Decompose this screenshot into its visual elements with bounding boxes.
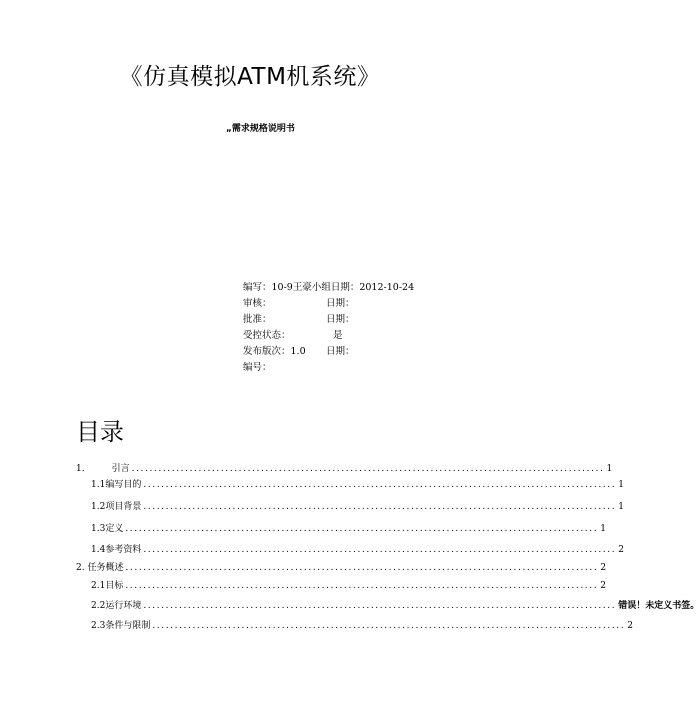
toc-leader: .......................................................................................................... xyxy=(152,621,626,631)
controlled-value: 是 xyxy=(333,330,343,341)
toc-leader: .......................................................................................................... xyxy=(125,563,599,573)
toc-entry[interactable] xyxy=(91,598,699,612)
toc-leader: .......................................................................................................... xyxy=(143,545,617,555)
review-label: 审核： xyxy=(243,298,272,309)
toc-entry-page: 2 xyxy=(600,563,607,573)
toc-entry-page: 2 xyxy=(627,621,633,631)
review-date-label: 日期： xyxy=(326,298,355,309)
number-label: 编号： xyxy=(243,362,272,373)
toc-entry-error: 错误！未定义书签。 xyxy=(618,601,699,611)
author-line: 编写：10-9王豪小组日期：2012-10-24 xyxy=(243,282,415,293)
toc-entry-label: 2.3条件与限制 xyxy=(91,621,151,631)
toc-entry-label: 引言 xyxy=(111,464,130,474)
toc-entry[interactable] xyxy=(91,618,633,632)
toc-title: 目录 xyxy=(76,418,124,446)
toc-leader: .......................................................................................................... xyxy=(143,601,617,611)
toc-entry[interactable] xyxy=(91,542,624,556)
toc-leader: .......................................................................................................... xyxy=(125,524,599,534)
toc-entry[interactable] xyxy=(76,461,613,475)
toc-entry-label: 2.1目标 xyxy=(91,581,124,591)
approve-label: 批准： xyxy=(243,314,272,325)
document-title: 《仿真模拟ATM机系统》 xyxy=(119,64,381,90)
toc-entry-page: 2 xyxy=(600,581,606,591)
toc-entry-label: 1.4参考资料 xyxy=(91,545,142,555)
toc-leader: .......................................................................................................... xyxy=(131,464,605,474)
toc-leader: .......................................................................................................... xyxy=(143,480,617,490)
toc-entry-page: 1 xyxy=(618,502,624,512)
toc-entry-page: 2 xyxy=(618,545,624,555)
toc-entry-page: 1 xyxy=(606,464,613,474)
document-subtitle: „需求规格说明书 xyxy=(226,124,295,134)
toc-entry-label: 2.2运行环境 xyxy=(91,601,142,611)
approve-date-label: 日期： xyxy=(326,314,355,325)
toc-entry[interactable] xyxy=(91,477,624,491)
toc-entry-label: 1.1编写目的 xyxy=(91,480,142,490)
toc-entry[interactable] xyxy=(76,560,607,574)
toc-entry[interactable] xyxy=(91,578,606,592)
toc-entry-number: 1. xyxy=(76,464,85,474)
toc-entry-page: 1 xyxy=(600,524,606,534)
toc-entry[interactable] xyxy=(91,499,624,513)
version-date-label: 日期： xyxy=(326,346,355,357)
toc-entry-label: 1.2项目背景 xyxy=(91,502,142,512)
toc-leader: .......................................................................................................... xyxy=(143,502,617,512)
toc-entry-label: 2. 任务概述 xyxy=(76,563,124,573)
toc-entry-label: 1.3定义 xyxy=(91,524,124,534)
toc-entry-page: 1 xyxy=(618,480,624,490)
controlled-label: 受控状态： xyxy=(243,330,291,341)
toc-leader: .......................................................................................................... xyxy=(125,581,599,591)
version-label: 发布版次：1.0 xyxy=(243,346,306,357)
toc-entry[interactable] xyxy=(91,521,606,535)
